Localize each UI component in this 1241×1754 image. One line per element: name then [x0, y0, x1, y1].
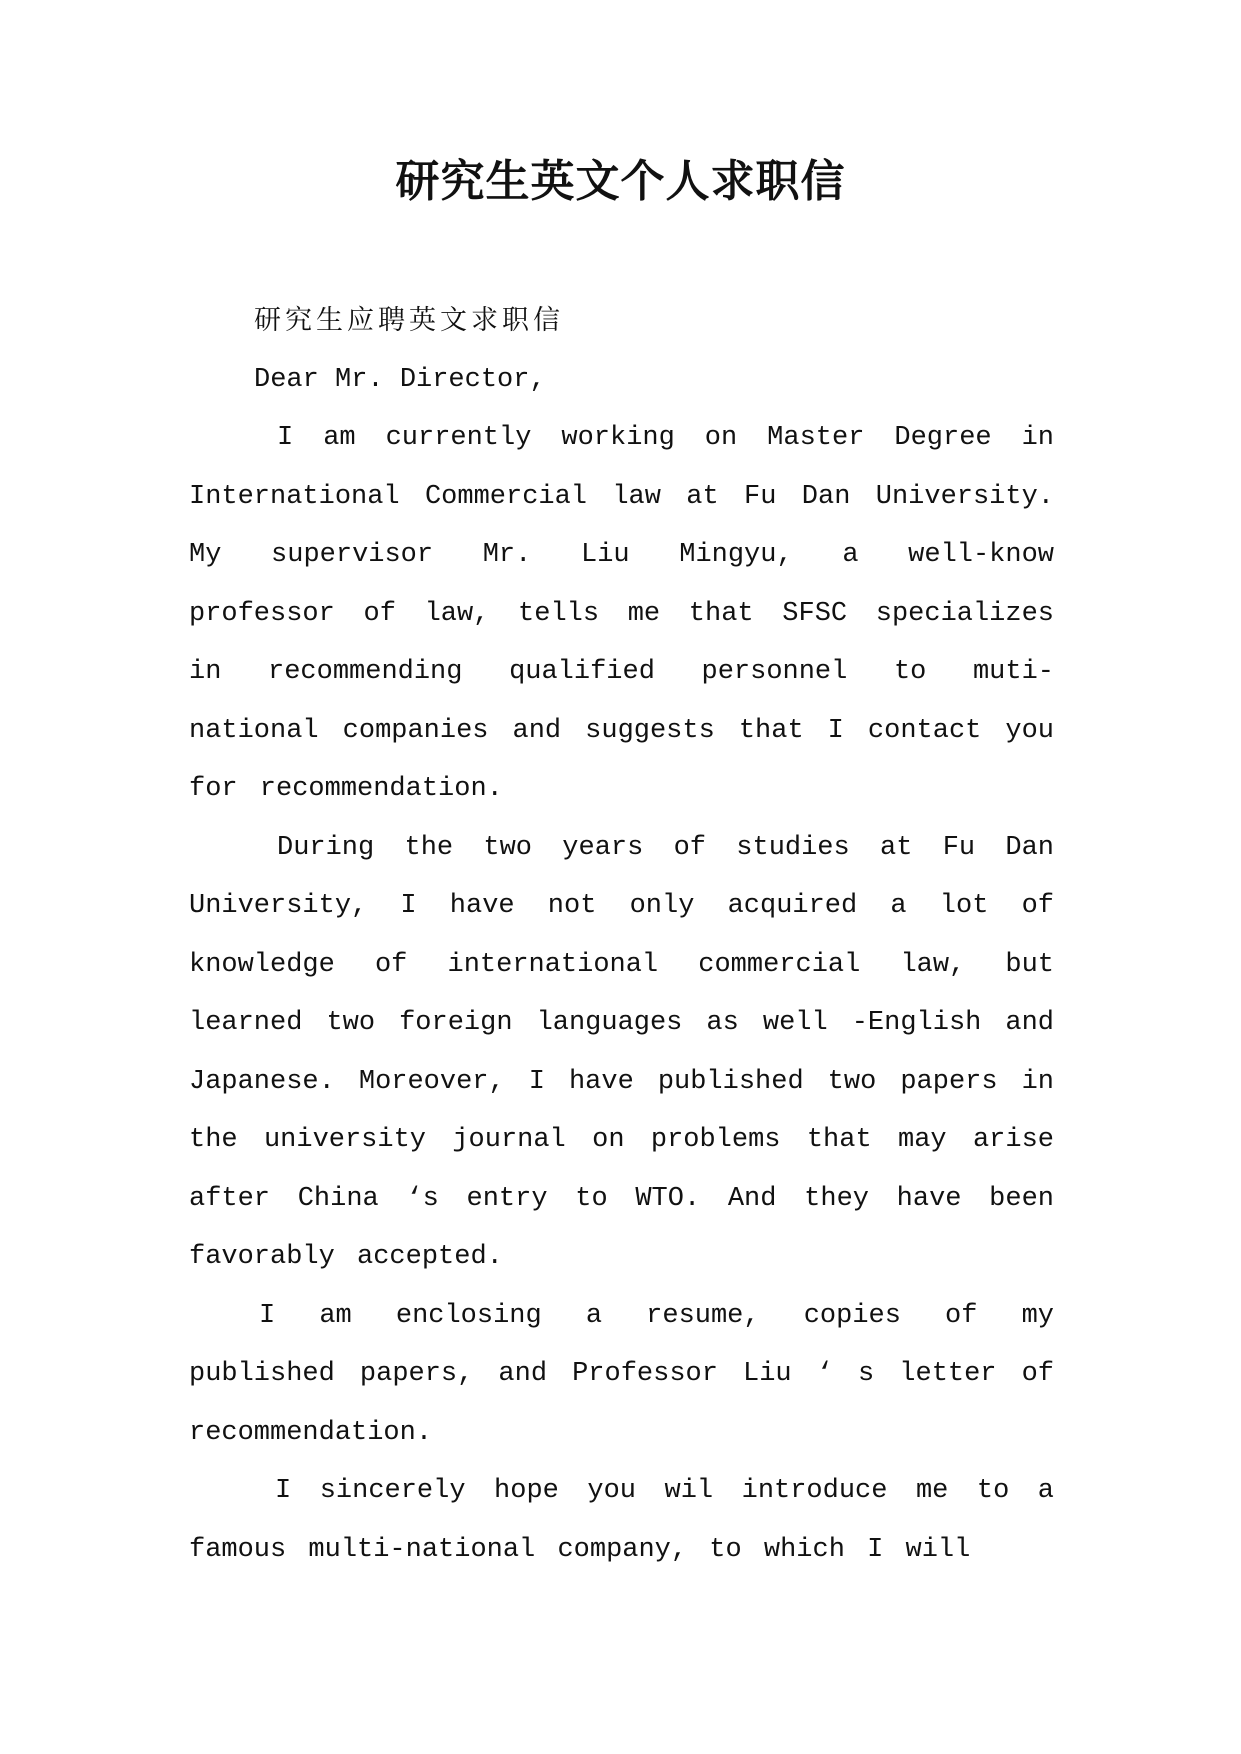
page-title: 研究生英文个人求职信 [395, 156, 846, 207]
letter-subtitle: 研究生应聘英文求职信 [254, 305, 564, 336]
paragraph-request: I sincerely hope you wil introduce me to a famous multi-national company, to which I will [189, 1476, 1054, 1565]
paragraph-intro: I am currently working on Master Degree in International Commercial law at Fu Dan University. My supervisor Mr. Liu Mingyu, a well-know professor of law, tells me that SFSC specializes in recommending qualified personnel to muti-national companies and suggests that I contact you for recommendation. [189, 423, 1054, 804]
salutation: Dear Mr. Director, [254, 364, 546, 395]
paragraph-studies: During the two years of studies at Fu Dan University, I have not only acquired a lot of knowledge of international commercial law, but learned two foreign languages as well -English and Japanese. Moreover, I have published two papers in the university journal on problems that may arise after China ‘s entry to WTO. And they have been favorably accepted. [189, 832, 1054, 1272]
paragraph-enclosures: I am enclosing a resume, copies of my published papers, and Professor Liu ‘ s letter of recommendation. [189, 1300, 1054, 1448]
letter-body [189, 292, 1054, 1579]
